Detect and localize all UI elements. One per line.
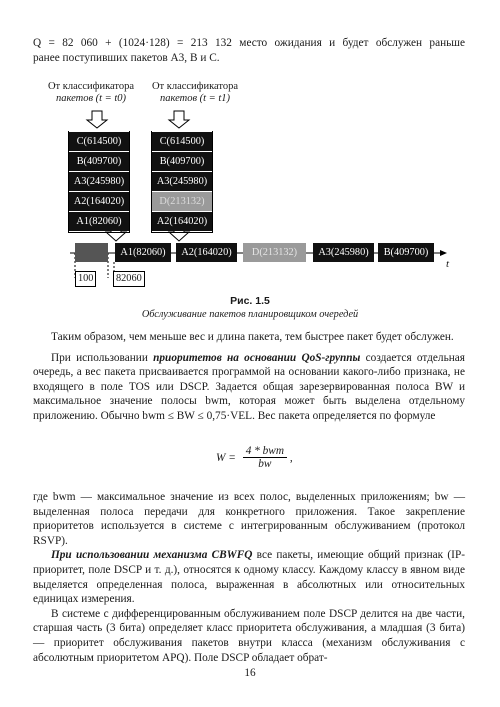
top-line-1: Q = 82 060 + (1024·128) = 213 132 место ожидания и будет обслужен раньше — [33, 37, 465, 49]
queue1-label-line2: пакетов (t = t0) — [55, 93, 127, 104]
queue2-item: C(614500) — [152, 132, 212, 151]
para2-start: При использовании — [51, 351, 154, 364]
formula — [216, 445, 293, 470]
queue2-item: B(409700) — [152, 152, 212, 171]
down-arrow-icon — [169, 111, 189, 128]
paragraph-2 — [33, 351, 465, 424]
queue2-label-line2: пакетов (t = t1) — [159, 93, 231, 104]
queue2-item-new: D(213132) — [152, 192, 212, 211]
queue1-item: A2(164020) — [69, 192, 129, 211]
formula-fraction — [243, 445, 287, 470]
queue1-item: A1(82060) — [69, 212, 129, 231]
timeline-packet: A3(245980) — [313, 243, 374, 262]
paragraph-1: Таким образом, чем меньше вес и длина пакета, тем быстрее пакет будет обслужен. — [51, 331, 454, 343]
top-line-2: ранее поступивших пакетов A3, B и C. — [33, 51, 220, 64]
queue1-item: C(614500) — [69, 132, 129, 151]
timeline-empty-block — [75, 243, 108, 262]
body-text-1 — [33, 330, 465, 424]
down-arrow-icon — [87, 111, 107, 128]
timeline-packet-new: D(213132) — [243, 243, 306, 262]
timeline-packet: A2(164020) — [176, 243, 237, 262]
queue2-item: A3(245980) — [152, 172, 212, 191]
formula-lhs: W = — [216, 451, 236, 464]
formula-numerator: 4 * bwm — [243, 445, 287, 458]
queue1-item: B(409700) — [69, 152, 129, 171]
queue1-label-line1: От классификатора — [47, 81, 135, 92]
formula-comma: , — [289, 451, 293, 464]
queue1-stack — [68, 131, 130, 233]
timeline-packet: B(409700) — [378, 243, 434, 262]
para2-emphasis: приоритетов на основании QoS-группы — [153, 351, 361, 364]
queue2-stack — [151, 131, 213, 233]
timeline-packet: A1(82060) — [115, 243, 171, 262]
para4-rest: все пакеты, имеющие общий признак (IP-приоритет, поле DSCP и т. д.), относятся к одному классу. Каждому классу в явном виде выделяется определенная полоса, выраженная в абсолютных или относительных единицах измерения. — [33, 549, 465, 606]
box-100: 100 — [75, 271, 96, 287]
para4-emphasis: При использовании механизма CBWFQ — [51, 549, 253, 562]
figure-title: Рис. 1.5 — [230, 295, 270, 307]
body-text-2 — [33, 490, 465, 665]
para2-rest: создается отдельная очередь, а вес пакета присваивается программой на основании какого-либо признака, не входящего в поле TOS или DSCP. Задается общая зарезервированная полоса BW и максимальное значение полосы bwm, которая может быть выделена отдельному приложению. Обычно bwm ≤ BW ≤ 0,75·VEL. Вес пакета определяется по формуле — [33, 351, 465, 422]
axis-label: t — [446, 258, 450, 270]
formula-denominator: bw — [258, 458, 272, 470]
box-82060: 82060 — [113, 271, 145, 287]
paragraph-4 — [33, 548, 465, 606]
axis-arrow-icon — [440, 250, 447, 256]
paragraph-5: В системе с дифференцированным обслуживанием поле DSCP делится на две части, старшая часть (3 бита) определяет класс приоритета обслуживания, а младшая (3 бита) — приоритет обслуживания пакетов внутри класса (механизм обслуживания с абсолютным приоритетом APQ). Поле DSCP обладает обрат- — [33, 607, 465, 664]
queue2-item: A2(164020) — [152, 212, 212, 231]
queue1-item: A3(245980) — [69, 172, 129, 191]
page-number: 16 — [244, 667, 256, 679]
figure-caption: Обслуживание пакетов планировщиком очередей — [141, 309, 359, 320]
queue2-label-line1: От классификатора — [151, 81, 239, 92]
paragraph-3: где bwm — максимальное значение из всех полос, выделенных приложениям; bw — выделенная полоса передачи для конкретного приложения. Такое закрепление приоритетов используется в системе с интегрированным обслуживанием (протокол RSVP). — [33, 491, 465, 547]
